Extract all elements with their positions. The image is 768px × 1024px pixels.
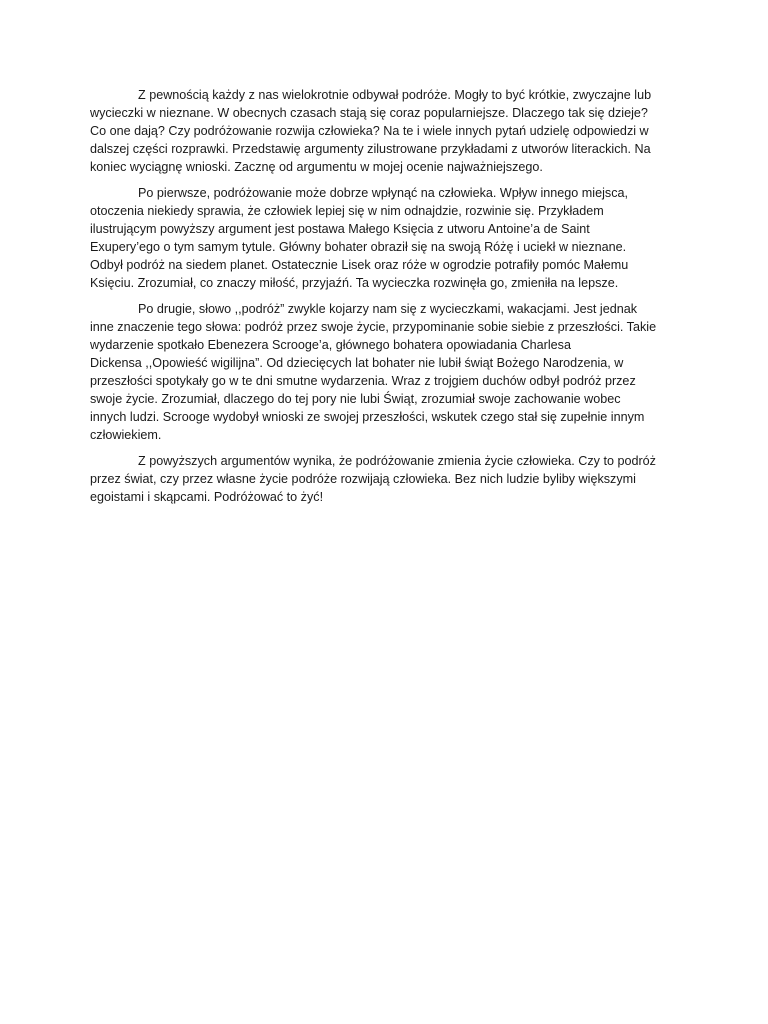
text-line: Co one dają? Czy podróżowanie rozwija człowieka? Na te i wiele innych pytań udzielę odpowiedzi w <box>90 124 649 138</box>
text-line: wydarzenie spotkało Ebenezera Scrooge’a, głównego bohatera opowiadania Charlesa <box>90 338 571 352</box>
text-line: wycieczki w nieznane. W obecnych czasach stają się coraz popularniejsze. Dlaczego tak się dzieje? <box>90 106 648 120</box>
paragraph-argument-two <box>90 300 678 444</box>
text-line: inne znaczenie tego słowa: podróż przez swoje życie, przypominanie sobie siebie z przeszłości. Takie <box>90 320 657 334</box>
text-line: egoistami i skąpcami. Podróżować to żyć! <box>90 490 324 504</box>
text-line: przeszłości spotykały go w te dni smutne wydarzenia. Wraz z trojgiem duchów odbył podróż przez <box>90 374 636 388</box>
paragraph-introduction <box>90 86 678 176</box>
text-line: dalszej części rozprawki. Przedstawię argumenty zilustrowane przykładami z utworów literackich. Na <box>90 142 651 156</box>
text-line: człowiekiem. <box>90 428 162 442</box>
text-line: ilustrującym powyższy argument jest postawa Małego Księcia z utworu Antoine’a de Saint <box>90 222 590 236</box>
paragraph-conclusion <box>90 452 678 506</box>
text-line: innych ludzi. Scrooge wydobył wnioski ze swojej przeszłości, wskutek czego stał się zupełnie innym <box>90 410 645 424</box>
text-line: Dickensa ,,Opowieść wigilijna”. Od dziecięcych lat bohater nie lubił świąt Bożego Narodzenia, w <box>90 356 624 370</box>
text-line: koniec wyciągnę wnioski. Zacznę od argumentu w mojej ocenie najważniejszego. <box>90 160 543 174</box>
text-line: Odbył podróż na siedem planet. Ostatecznie Lisek oraz róże w ogrodzie potrafiły pomóc Małemu <box>90 258 629 272</box>
text-line: Z powyższych argumentów wynika, że podróżowanie zmienia życie człowieka. Czy to podróż <box>138 454 656 468</box>
essay-body <box>90 86 678 514</box>
paragraph-argument-one <box>90 184 678 292</box>
text-line: Z pewnością każdy z nas wielokrotnie odbywał podróże. Mogły to być krótkie, zwyczajne lub <box>138 88 652 102</box>
text-line: Po drugie, słowo ,,podróż” zwykle kojarzy nam się z wycieczkami, wakacjami. Jest jednak <box>138 302 638 316</box>
text-line: otoczenia niekiedy sprawia, że człowiek lepiej się w nim odnajdzie, rozwinie się. Przykładem <box>90 204 604 218</box>
text-line: Exupery’ego o tym samym tytule. Główny bohater obraził się na swoją Różę i uciekł w nieznane. <box>90 240 627 254</box>
text-line: Po pierwsze, podróżowanie może dobrze wpłynąć na człowieka. Wpływ innego miejsca, <box>138 186 628 200</box>
text-line: swoje życie. Zrozumiał, dlaczego do tej pory nie lubi Świąt, zrozumiał swoje zachowanie wobec <box>90 392 621 406</box>
text-line: Księciu. Zrozumiał, co znaczy miłość, przyjaźń. Ta wycieczka rozwinęła go, zmieniła na lepsze. <box>90 276 619 290</box>
text-line: przez świat, czy przez własne życie podróże rozwijają człowieka. Bez nich ludzie byliby większymi <box>90 472 636 486</box>
